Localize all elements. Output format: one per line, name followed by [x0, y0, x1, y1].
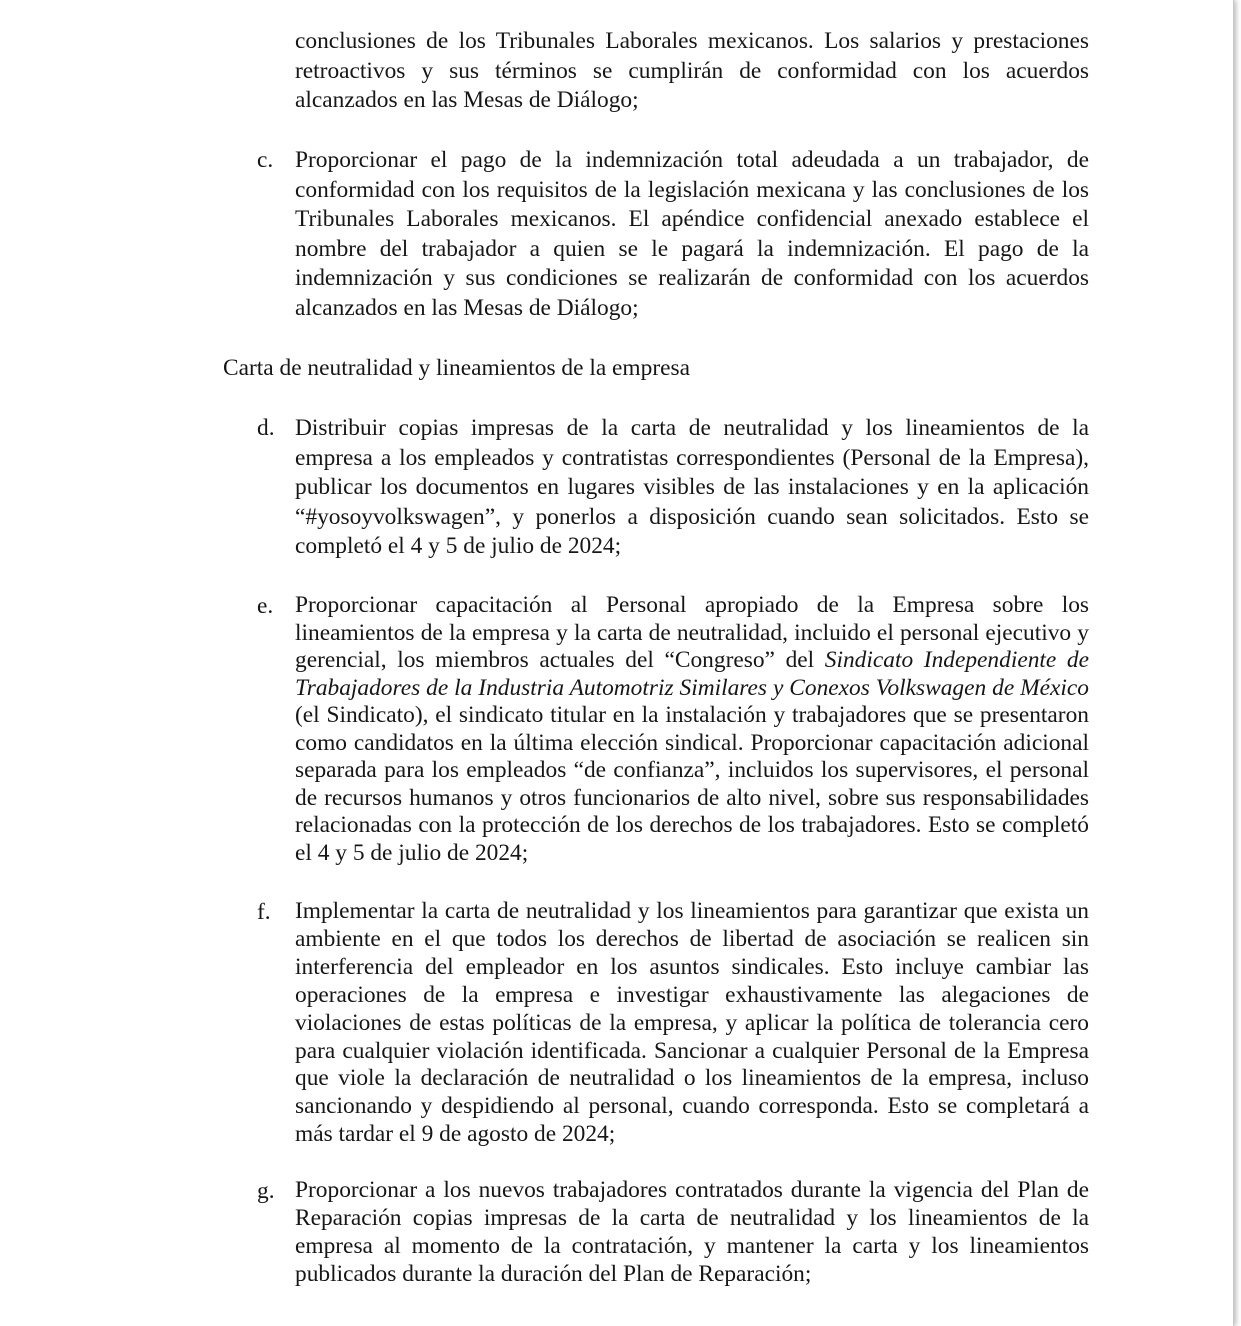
list-item-marker: g.	[257, 1178, 275, 1204]
list-item-text: Proporcionar el pago de la indemnización total adeudada a un trabajador, de conformidad con los requisitos de la legislación mexicana y las conclusiones de los Tribunales Laborales mexicanos. El apéndice confidencial anexado establece el nombre del trabajador a quien se le pagará la indemnización. El pago de la indemnización y sus condiciones se realizarán de conformidad con los acuerdos alcanzados en las Mesas de Diálogo;	[295, 147, 1089, 321]
list-item-marker: c.	[257, 147, 274, 173]
list-item-text: Distribuir copias impresas de la carta de neutralidad y los lineamientos de la empresa a los empleados y contratistas correspondientes (Personal de la Empresa), publicar los documentos en lugares visibles de las instalaciones y en la aplicación “#yosoyvolkswagen”, y ponerlos a disposición cuando sean solicitados. Esto se completó el 4 y 5 de julio de 2024;	[295, 415, 1089, 560]
list-item-text	[295, 592, 1089, 867]
list-item-text: conclusiones de los Tribunales Laborales mexicanos. Los salarios y prestaciones retroactivos y sus términos se cumplirán de conformidad con los acuerdos alcanzados en las Mesas de Diálogo;	[295, 28, 1089, 114]
list-item-text: Proporcionar a los nuevos trabajadores contratados durante la vigencia del Plan de Reparación copias impresas de la carta de neutralidad y los lineamientos de la empresa al momento de la contratación, y mantener la carta y los lineamientos publicados durante la duración del Plan de Reparación;	[295, 1177, 1089, 1287]
list-item-text-part: Proporcionar capacitación al Personal apropiado de la Empresa sobre los lineamientos de la empresa y la carta de neutralidad, incluido el personal ejecutivo y gerencial, los miembros actuales del “Congreso” del	[295, 592, 1089, 673]
list-item-marker: d.	[257, 415, 275, 441]
union-name-italic: Sindicato Independiente de Trabajadores de la Industria Automotriz Similares y Conexos Volkswagen de México	[295, 647, 1089, 701]
list-item-text: Implementar la carta de neutralidad y los lineamientos para garantizar que exista un ambiente en el que todos los derechos de libertad de asociación se realicen sin interferencia del empleador en los asuntos sindicales. Esto incluye cambiar las operaciones de la empresa e investigar exhaustivamente las alegaciones de violaciones de estas políticas de la empresa, y aplicar la política de tolerancia cero para cualquier violación identificada. Sancionar a cualquier Personal de la Empresa que viole la declaración de neutralidad o los lineamientos de la empresa, incluso sancionando y despidiendo al personal, cuando corresponda. Esto se completará a más tardar el 9 de agosto de 2024;	[295, 898, 1089, 1148]
list-item-marker: f.	[257, 899, 271, 925]
list-item-marker: e.	[257, 593, 274, 619]
list-item-text-part: (el Sindicato), el sindicato titular en la instalación y trabajadores que se presentaron como candidatos en la última elección sindical. Proporcionar capacitación adicional separada para los empleados “de confianza”, incluidos los supervisores, el personal de recursos humanos y otros funcionarios de alto nivel, sobre sus responsabilidades relacionadas con la protección de los derechos de los trabajadores. Esto se completó el 4 y 5 de julio de 2024;	[295, 702, 1089, 866]
section-heading: Carta de neutralidad y lineamientos de la empresa	[223, 355, 690, 381]
